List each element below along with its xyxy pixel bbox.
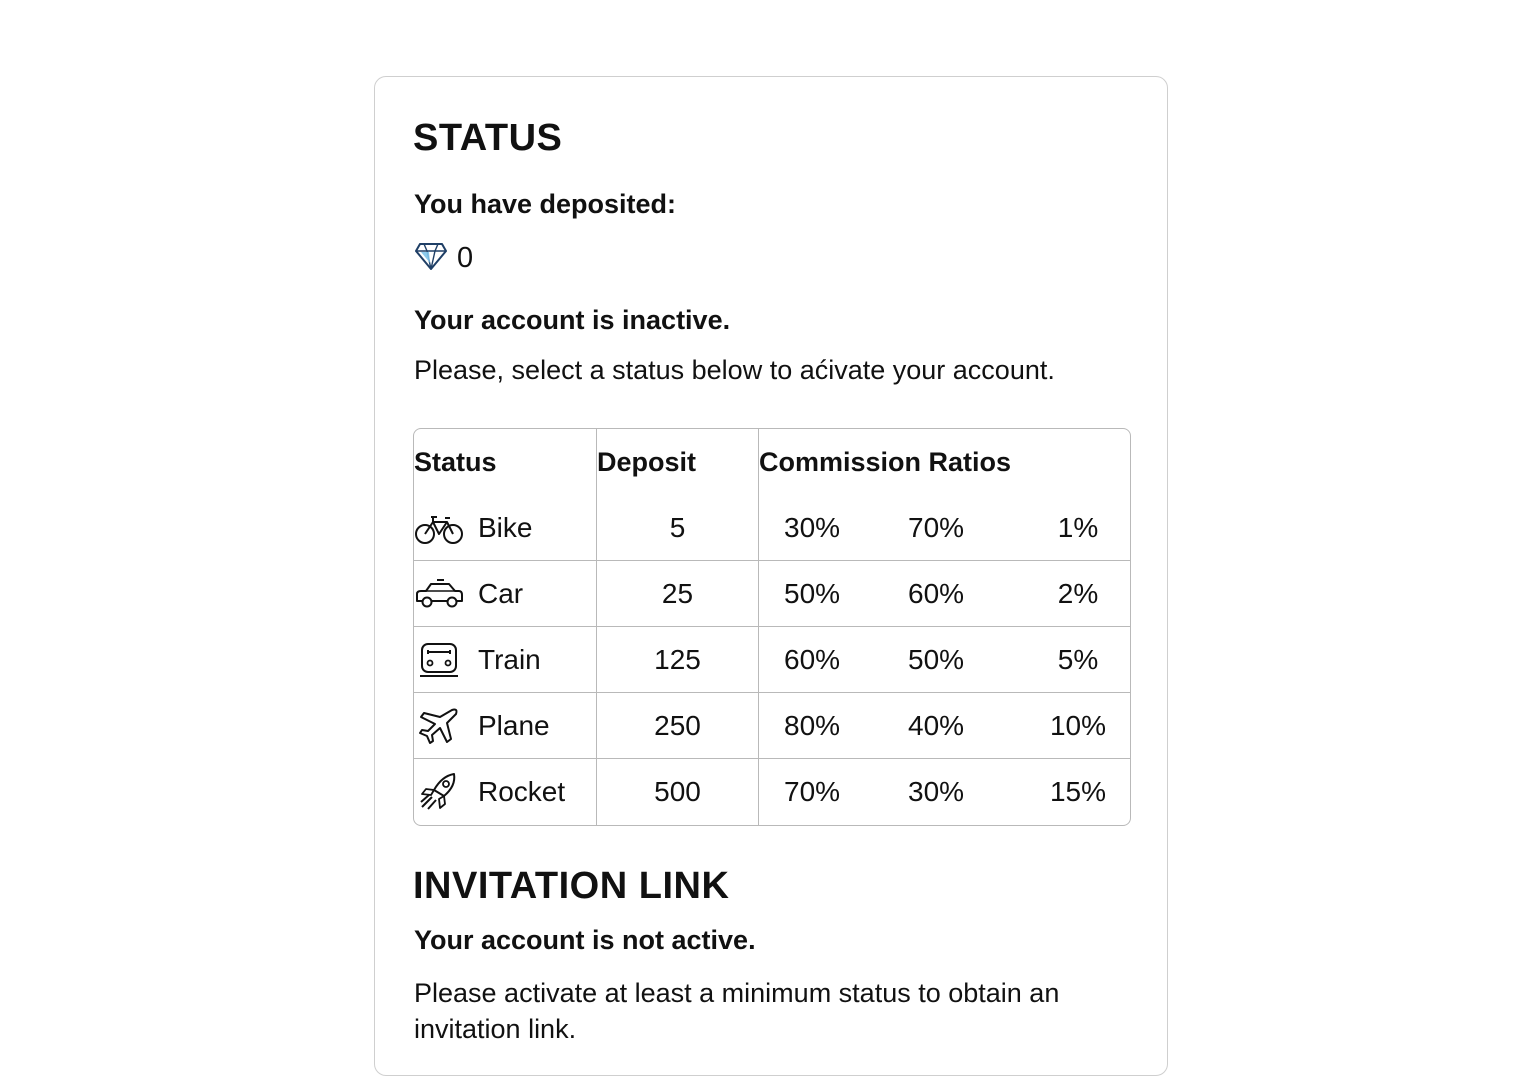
status-row-rocket[interactable] xyxy=(414,759,1130,825)
header-status: Status xyxy=(414,429,597,495)
status-row-bike[interactable] xyxy=(414,495,1130,561)
ratio-value: 5% xyxy=(1057,643,1099,675)
ratio-value: 30% xyxy=(784,511,841,543)
ratio-value: 60% xyxy=(784,643,841,675)
status-cell xyxy=(414,759,597,825)
commission-ratios-cell xyxy=(759,759,1130,825)
deposit-cell: 25 xyxy=(597,561,759,627)
commission-ratios-cell xyxy=(759,693,1130,759)
deposit-cell: 500 xyxy=(597,759,759,825)
ratio-value: 70% xyxy=(784,776,841,807)
ratio-value: 50% xyxy=(784,577,841,609)
ratio-value: 70% xyxy=(908,511,965,543)
commission-ratios-cell xyxy=(759,561,1130,627)
ratio-value: 15% xyxy=(1049,776,1107,807)
account-not-active-message: Your account is not active. xyxy=(414,925,756,955)
status-table xyxy=(413,428,1131,826)
status-card xyxy=(374,76,1168,1076)
train-icon xyxy=(414,640,464,680)
header-commission-ratios: Commission Ratios xyxy=(759,446,1012,477)
bike-icon xyxy=(414,508,464,548)
ratio-value: 40% xyxy=(908,709,965,741)
deposit-cell: 250 xyxy=(597,693,759,759)
status-cell xyxy=(414,627,597,693)
deposited-amount-row xyxy=(415,241,473,275)
rocket-icon xyxy=(414,772,464,812)
status-name: Train xyxy=(478,643,541,675)
ratio-value: 50% xyxy=(908,643,965,675)
status-name: Car xyxy=(478,577,524,609)
plane-icon xyxy=(414,706,464,746)
table-header-row xyxy=(414,429,1130,495)
ratio-value: 1% xyxy=(1057,511,1099,543)
commission-ratios-cell xyxy=(759,495,1130,561)
ratio-value: 30% xyxy=(908,776,965,807)
deposited-label: You have deposited: xyxy=(414,189,677,219)
deposit-cell: 125 xyxy=(597,627,759,693)
activation-instruction: Please, select a status below to aćivate your account. xyxy=(414,355,1055,385)
status-cell xyxy=(414,693,597,759)
ratio-value: 2% xyxy=(1057,577,1099,609)
invitation-link-title: INVITATION LINK xyxy=(413,865,730,907)
status-name: Bike xyxy=(478,511,533,543)
status-row-train[interactable] xyxy=(414,627,1130,693)
status-row-plane[interactable] xyxy=(414,693,1130,759)
invitation-instruction: Please activate at least a minimum status to obtain an invitation link. xyxy=(414,978,1060,1044)
deposited-amount: 0 xyxy=(457,241,474,274)
ratio-value: 60% xyxy=(908,577,965,609)
car-icon xyxy=(414,574,464,614)
deposit-cell: 5 xyxy=(597,495,759,561)
status-cell xyxy=(414,561,597,627)
status-name: Rocket xyxy=(478,776,566,807)
status-row-car[interactable] xyxy=(414,561,1130,627)
ratio-value: 10% xyxy=(1049,709,1107,741)
status-title: STATUS xyxy=(413,117,563,159)
ratio-value: 80% xyxy=(784,709,841,741)
account-inactive-message: Your account is inactive. xyxy=(414,305,731,335)
header-deposit: Deposit xyxy=(597,429,759,495)
commission-ratios-cell xyxy=(759,627,1130,693)
diamond-icon xyxy=(415,241,447,276)
status-name: Plane xyxy=(478,709,550,741)
status-cell xyxy=(414,495,597,561)
